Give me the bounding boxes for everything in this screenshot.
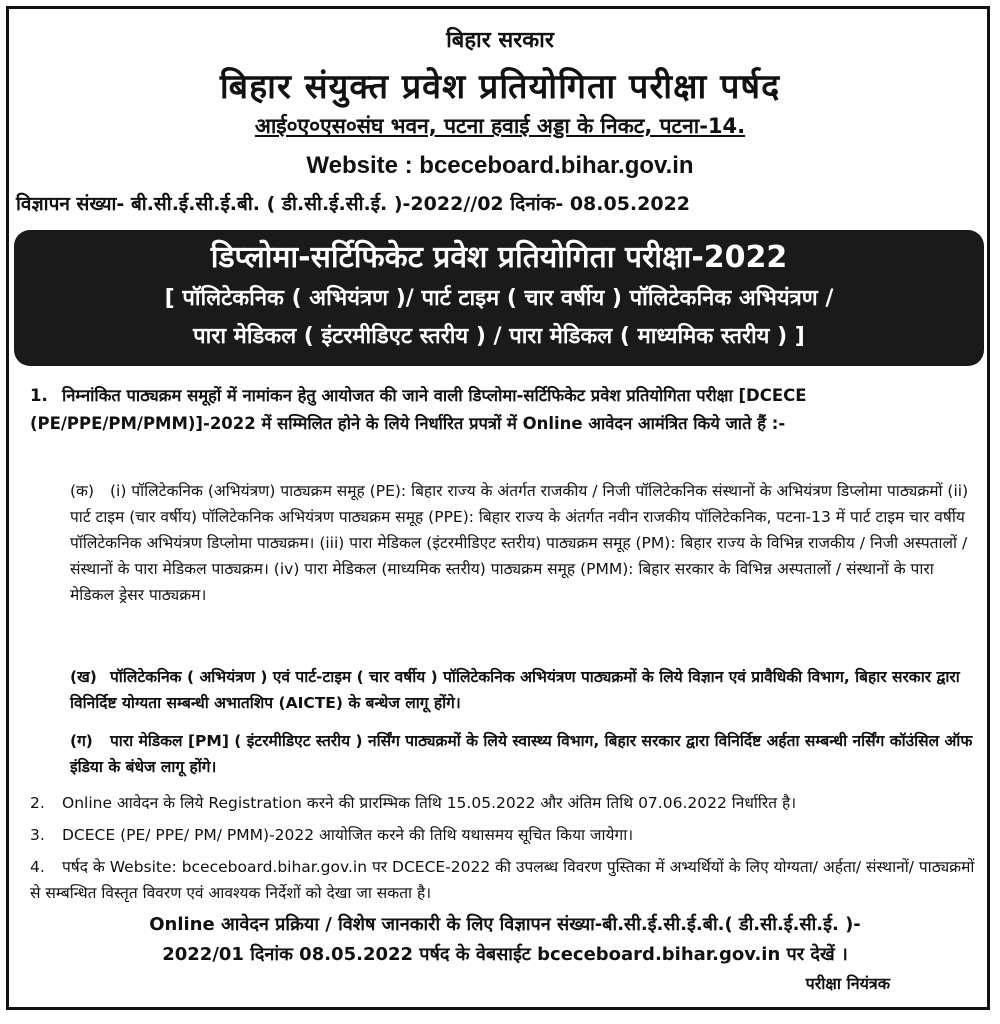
sub-point-kha <box>70 664 975 716</box>
website-line: Website : bceceboard.bihar.gov.in <box>306 152 694 179</box>
point-text: DCECE (PE/ PPE/ PM/ PMM)-2022 आयोजित करने की तिथि यथासमय सूचित किया जायेगा। <box>62 826 634 844</box>
point-number: 4. <box>30 858 45 876</box>
point-1 <box>30 382 980 438</box>
point-text: पर्षद के Website: bceceboard.bihar.gov.in पर DCECE-2022 की उपलब्ध विवरण पुस्तिका में अभ्यर्थियों के लिए योग्यता/ अर्हता/ संस्थानों/ पाठ्यक्रमों से सम्बन्धित विस्तृत विवरण एवं आवश्यक निर्देशों को देखा जा सकता है। <box>30 858 975 902</box>
government-name: बिहार सरकार <box>446 28 554 53</box>
sub-point-text: (i) पॉलिटेकनिक (अभियंत्रण) पाठ्यक्रम समूह (PE): बिहार राज्य के अंतर्गत राजकीय / निजी पॉलिटेकनिक संस्थानों के अभियंत्रण डिप्लोमा पाठ्यक्रमों (ii) पार्ट टाइम (चार वर्षीय) पॉलिटेकनिक अभियंत्रण पाठ्यक्रम समूह (PPE): बिहार राज्य के अंतर्गत नवीन राजकीय पॉलिटेकनिक, पटना-13 में पार्ट टाइम चार वर्षीय पॉलिटेकनिक अभियंत्रण डिप्लोमा पाठ्यक्रम। (iii) पारा मेडिकल (इंटरमीडिएट स्तरीय) पाठ्यक्रम समूह (PM): बिहार राज्य के विभिन्न राजकीय / निजी अस्पतालों / संस्थानों के पारा मेडिकल पाठ्यक्रम। (iv) पारा मेडिकल (माध्यमिक स्तरीय) पाठ्यक्रम समूह (PMM): बिहार सरकार के विभिन्न अस्पतालों / संस्थानों के पारा मेडिकल ड्रेसर पाठ्यक्रम। <box>70 482 969 604</box>
sub-point-label: (ख) <box>70 668 97 686</box>
sub-point-ka <box>70 478 975 608</box>
address-text: आई०ए०एस०संघ भवन, पटना हवाई अड्डा के निकट, पटना-14. <box>254 114 746 138</box>
exam-title-banner <box>14 230 984 366</box>
board-address <box>0 112 1000 140</box>
notice-line-1: Online आवेदन प्रक्रिया / विशेष जानकारी के लिए विज्ञापन संख्या-बी.सी.ई.सी.ई.बी.( डी.सी.ई.सी.ई. )- <box>149 914 861 935</box>
sub-point-text: पॉलिटेकनिक ( अभियंत्रण ) एवं पार्ट-टाइम ( चार वर्षीय ) पॉलिटेकनिक अभियंत्रण पाठ्यक्रमों के लिये विज्ञान एवं प्रावैधिकी विभाग, बिहार सरकार द्वारा विनिर्दिष्ट योग्यता सम्बन्धी अभातशिप (AICTE) के बन्धेज लागू होंगे। <box>70 668 960 712</box>
board-name: बिहार संयुक्त प्रवेश प्रतियोगिता परीक्षा पर्षद <box>219 67 781 107</box>
point-3 <box>30 822 980 848</box>
sub-point-label: (क) <box>70 482 94 500</box>
point-text: Online आवेदन के लिये Registration करने की प्रारम्भिक तिथि 15.05.2022 और अंतिम तिथि 07.06.2022 निर्धारित है। <box>62 794 797 812</box>
point-number: 1. <box>30 386 48 405</box>
notice-line-2: 2022/01 दिनांक 08.05.2022 पर्षद के वेबसाईट bceceboard.bihar.gov.in पर देखें । <box>162 944 848 965</box>
sub-point-label: (ग) <box>70 732 93 750</box>
point-number: 2. <box>30 794 45 812</box>
point-text: निम्नांकित पाठ्यक्रम समूहों में नामांकन हेतु आयोजत की जाने वाली डिप्लोमा-सर्टिफिकेट प्रवेश प्रतियोगिता परीक्षा [DCECE (PE/PPE/PM/PMM)]-2022 में सम्मिलित होने के लिये निर्धारित प्रपत्रों में Online आवेदन आमंत्रित किये जाते हैं :- <box>30 386 807 433</box>
exam-title: डिप्लोमा-सर्टिफिकेट प्रवेश प्रतियोगिता परीक्षा-2022 <box>210 240 788 275</box>
sub-point-text: पारा मेडिकल [PM] ( इंटरमीडिएट स्तरीय ) नर्सिंग पाठ्यक्रमों के लिये स्वास्थ्य विभाग, बिहार सरकार द्वारा विनिर्दिष्ट अर्हता सम्बन्धी नर्सिंग कॉउंसिल ऑफ इंडिया के बंधेज लागू होंगे। <box>70 732 973 776</box>
signature-controller: परीक्षा नियंत्रक <box>805 974 890 993</box>
point-number: 3. <box>30 826 45 844</box>
exam-courses-line-1: [ पॉलिटेकनिक ( अभियंत्रण )/ पार्ट टाइम ( चार वर्षीय ) पॉलिटेकनिक अभियंत्रण / <box>164 286 834 311</box>
exam-courses-line-2: पारा मेडिकल ( इंटरमीडिएट स्तरीय ) / पारा मेडिकल ( माध्यमिक स्तरीय ) ] <box>193 324 805 349</box>
sub-point-ga <box>70 728 975 780</box>
point-4 <box>30 854 980 906</box>
online-notice <box>30 910 980 970</box>
advertisement-number: विज्ञापन संख्या- बी.सी.ई.सी.ई.बी. ( डी.सी.ई.सी.ई. )-2022//02 दिनांक- 08.05.2022 <box>16 193 691 215</box>
point-2 <box>30 790 980 816</box>
